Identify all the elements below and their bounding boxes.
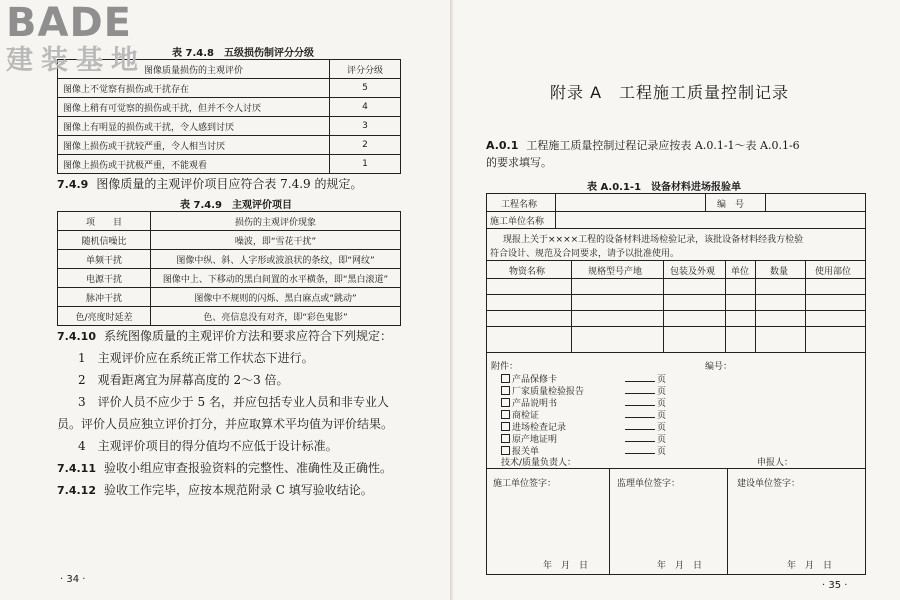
table-748 (57, 59, 401, 174)
col-header: 包装及外观 (670, 267, 716, 277)
page-count-field: 页 (623, 444, 666, 457)
checkbox-icon (501, 386, 510, 395)
table-header: 评分分级 (330, 60, 401, 79)
page-count-field: 页 (623, 420, 666, 433)
clause-number: A.0.1 (486, 139, 519, 152)
clause-number: 7.4.10 (57, 330, 96, 343)
form-notice-line1: 现报上关于××××工程的设备材料进场检验记录，该批设备材料经我方检验 (503, 235, 804, 245)
sign-owner-label: 建设单位签字： (737, 479, 801, 489)
logo (6, 2, 146, 76)
sign-supervision-label: 监理单位签字： (617, 479, 681, 489)
table-cell: 图像上有明显的损伤或干扰，令人感到讨厌 (58, 117, 330, 136)
table-cell: 随机信噪比 (58, 231, 151, 250)
table-row (58, 288, 401, 307)
tech-lead-label: 技术/质量负责人： (501, 458, 577, 468)
table-row (58, 212, 401, 231)
table-cell: 4 (330, 98, 401, 117)
table-row (58, 136, 401, 155)
clause-number: 7.4.11 (57, 462, 96, 475)
table-header: 损伤的主观评价现象 (151, 212, 401, 231)
form-rule (487, 228, 865, 229)
clause-text: 验收工作完毕，应按本规范附录 C 填写验收结论。 (103, 483, 373, 497)
form-rule (487, 260, 865, 261)
col-header: 使用部位 (815, 267, 852, 277)
table-cell: 1 (330, 155, 401, 174)
col-header: 规格型号产地 (588, 267, 643, 277)
table-header: 图像质量损伤的主观评价 (58, 60, 330, 79)
form-rule (755, 260, 756, 352)
col-header: 物资名称 (509, 267, 546, 277)
page-number-right: · 35 · (822, 580, 848, 591)
logo-text-en: BADE (6, 0, 132, 46)
list-item: 2 观看距离宜为屏幕高度的 2～3 倍。 (78, 373, 289, 387)
form-label-unit-name: 施工单位名称 (490, 217, 545, 227)
checkbox-icon (501, 374, 510, 383)
clause-a-0-1-cont: 的要求填写。 (486, 156, 552, 169)
form-rule (663, 260, 664, 352)
table-cell: 色、亮信息没有对齐，即“彩色鬼影” (151, 307, 401, 326)
form-rule (609, 468, 610, 574)
reporter-label: 申报人： (757, 458, 794, 468)
table-cell: 图像上损伤或干扰较严重，令人相当讨厌 (58, 136, 330, 155)
table-cell: 色/亮度时延差 (58, 307, 151, 326)
form-rule (727, 468, 728, 574)
table-cell: 图像上损伤或干扰极严重，不能观看 (58, 155, 330, 174)
form-rule (487, 310, 865, 311)
clause-7-4-10 (57, 328, 392, 345)
table-row (58, 79, 401, 98)
attachment-number-label: 编号： (705, 362, 733, 372)
clause-text: 系统图像质量的主观评价方法和要求应符合下列规定： (103, 329, 392, 343)
form-label-number: 编 号 (717, 200, 745, 210)
clause-7-4-12 (57, 482, 373, 499)
form-rule (487, 211, 865, 212)
right-page-content (452, 0, 900, 600)
page-count-field: 页 (623, 372, 666, 385)
clause-7-4-9 (57, 176, 363, 193)
attachment-label: 附件： (491, 362, 519, 372)
table-row (58, 98, 401, 117)
form-caption: 表 A.0.1-1 设备材料进场报验单 (587, 182, 742, 193)
checkbox-icon (501, 446, 510, 455)
attachment-item: 原产地证明 (501, 432, 557, 445)
form-notice-line2: 符合设计、规范及合同要求，请予以批准使用。 (490, 249, 680, 259)
table-cell: 图像上不觉察有损伤或干扰存在 (58, 79, 330, 98)
material-entry-form (486, 193, 866, 575)
table-cell: 脉冲干扰 (58, 288, 151, 307)
table-cell: 噪波，即“雪花干扰” (151, 231, 401, 250)
form-rule (765, 194, 766, 211)
list-item: 4 主观评价项目的得分值均不应低于设计标准。 (78, 439, 338, 453)
logo-text-cn: 建装基地 (6, 45, 146, 76)
page-count-field: 页 (623, 396, 666, 409)
table-cell: 电源干扰 (58, 269, 151, 288)
table-cell: 5 (330, 79, 401, 98)
col-header: 单位 (731, 267, 750, 277)
checkbox-icon (501, 398, 510, 407)
table-row (58, 231, 401, 250)
page-count-field: 页 (623, 408, 666, 421)
table-cell: 3 (330, 117, 401, 136)
form-rule (487, 294, 865, 295)
clause-number: 7.4.9 (57, 178, 89, 191)
table-row (58, 250, 401, 269)
form-rule (555, 194, 556, 228)
form-rule (571, 260, 572, 352)
attachment-item: 产品保修卡 (501, 372, 557, 385)
date-label: 年 月 日 (657, 561, 703, 571)
form-rule (487, 468, 865, 469)
list-item: 员。评价人员应独立评价打分，并应取算术平均值为评价结果。 (57, 417, 394, 431)
table-header: 项 目 (58, 212, 151, 231)
sign-construction-label: 施工单位签字： (493, 479, 557, 489)
form-rule (487, 278, 865, 279)
list-item: 3 评价人员不应少于 5 名，并应包括专业人员和非专业人 (78, 395, 389, 409)
page-number-left: · 34 · (60, 574, 86, 585)
table-749-caption: 表 7.4.9 主观评价项目 (180, 200, 292, 211)
date-label: 年 月 日 (543, 561, 589, 571)
clause-text: 工程施工质量控制过程记录应按表 A.0.1-1～表 A.0.1-6 (526, 139, 800, 152)
table-cell: 图像上稍有可觉察的损伤或干扰，但并不令人讨厌 (58, 98, 330, 117)
table-row (58, 117, 401, 136)
attachment-item: 厂家质量检验报告 (501, 384, 584, 397)
clause-number: 7.4.12 (57, 484, 96, 497)
attachment-item: 报关单 (501, 444, 539, 457)
clause-text: 图像质量的主观评价项目应符合表 7.4.9 的规定。 (96, 177, 363, 191)
appendix-title: 附录 A 工程施工质量控制记录 (550, 83, 790, 102)
page-count-field: 页 (623, 384, 666, 397)
page-count-field: 页 (623, 432, 666, 445)
attachment-item: 进场检查记录 (501, 420, 566, 433)
col-header: 数量 (770, 267, 789, 277)
form-rule (705, 194, 706, 211)
form-rule (487, 326, 865, 327)
table-row (58, 307, 401, 326)
table-748-caption: 表 7.4.8 五级损伤制评分分级 (172, 48, 314, 59)
table-749 (57, 211, 401, 326)
list-item: 1 主观评价应在系统正常工作状态下进行。 (78, 351, 314, 365)
clause-7-4-11 (57, 460, 392, 477)
table-row (58, 155, 401, 174)
checkbox-icon (501, 410, 510, 419)
clause-text: 验收小组应审查报验资料的完整性、准确性及正确性。 (103, 461, 392, 475)
table-cell: 单频干扰 (58, 250, 151, 269)
clause-a-0-1 (486, 137, 800, 154)
table-cell: 图像中上、下移动的黑白间置的水平横条，即“黑白滚道” (151, 269, 401, 288)
table-cell: 2 (330, 136, 401, 155)
checkbox-icon (501, 422, 510, 431)
attachment-item: 商检证 (501, 408, 539, 421)
checkbox-icon (501, 434, 510, 443)
form-label-project-name: 工程名称 (501, 200, 538, 210)
table-cell: 图像中不规则的闪烁、黑白麻点或“跳动” (151, 288, 401, 307)
table-row (58, 269, 401, 288)
form-rule (725, 260, 726, 352)
date-label: 年 月 日 (787, 561, 833, 571)
form-rule (805, 260, 806, 352)
attachment-item: 产品说明书 (501, 396, 557, 409)
form-rule (487, 352, 865, 353)
table-cell: 图像中纵、斜、人字形或波浪状的条纹，即“网纹” (151, 250, 401, 269)
